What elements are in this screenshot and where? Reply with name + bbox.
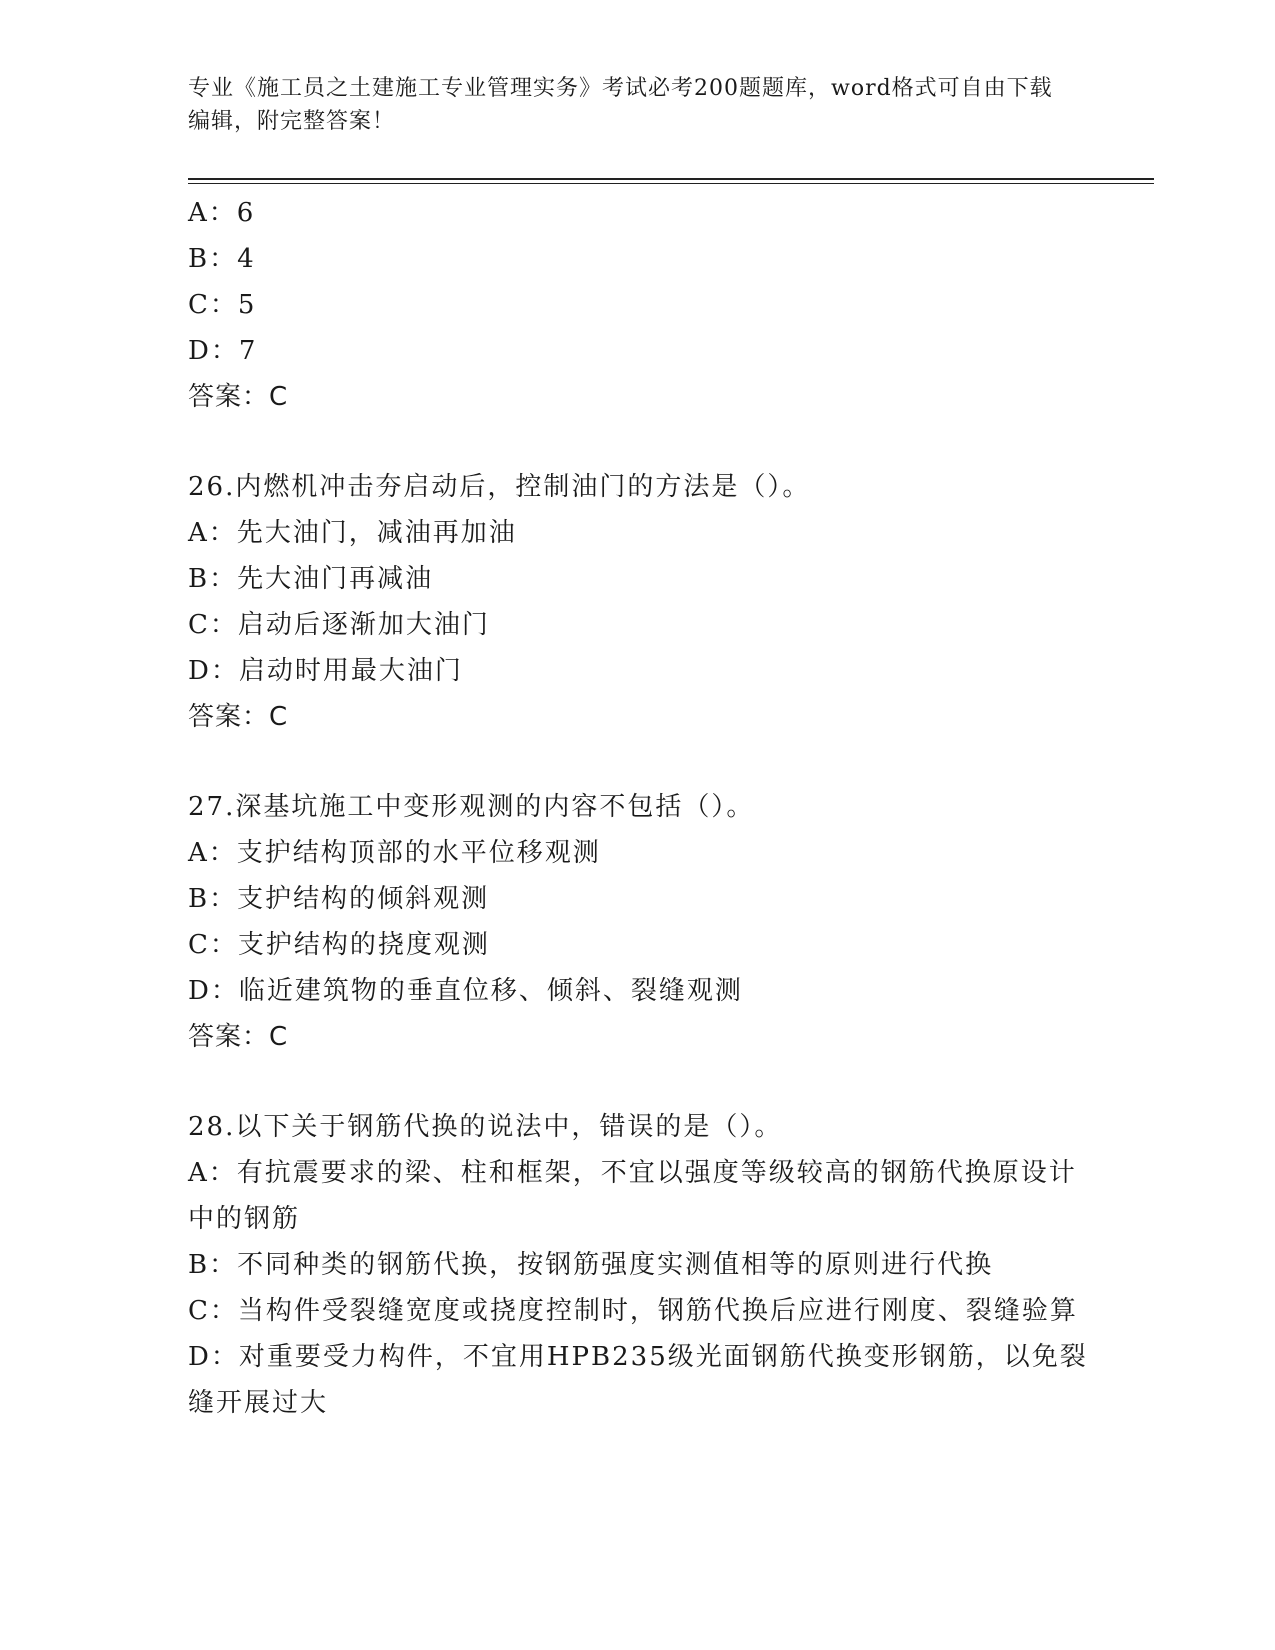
- option-b: B：4: [188, 244, 256, 274]
- question-block-26: [188, 464, 1088, 740]
- option-d: D：对重要受力构件，不宜用HPB235级光面钢筋代换变形钢筋，以免裂缝开展过大: [188, 1342, 1088, 1418]
- answer-line: 答案：C: [188, 702, 289, 732]
- option-a: A：有抗震要求的梁、柱和框架，不宜以强度等级较高的钢筋代换原设计中的钢筋: [188, 1158, 1077, 1234]
- option-a: A：支护结构顶部的水平位移观测: [188, 838, 601, 868]
- document-header: 专业《施工员之土建施工专业管理实务》考试必考200题题库，word格式可自由下载编辑，附完整答案！: [188, 76, 1053, 134]
- option-c: C：支护结构的挠度观测: [188, 930, 490, 960]
- question-block-28: [188, 1104, 1088, 1426]
- answer-line: 答案：C: [188, 382, 289, 412]
- question-list: [188, 190, 1088, 1426]
- option-b: B：不同种类的钢筋代换，按钢筋强度实测值相等的原则进行代换: [188, 1250, 994, 1280]
- option-a: A：先大油门，减油再加油: [188, 518, 517, 548]
- option-b: B：先大油门再减油: [188, 564, 434, 594]
- option-b: B：支护结构的倾斜观测: [188, 884, 490, 914]
- question-stem: 27.深基坑施工中变形观测的内容不包括（）。: [188, 792, 755, 822]
- spacer: [188, 1060, 1088, 1104]
- question-stem: 28.以下关于钢筋代换的说法中，错误的是（）。: [188, 1112, 783, 1142]
- option-c: C：启动后逐渐加大油门: [188, 610, 490, 640]
- answer-line: 答案：C: [188, 1022, 289, 1052]
- header-rule-thick: [188, 178, 1154, 180]
- question-stem: 26.内燃机冲击夯启动后，控制油门的方法是（）。: [188, 472, 811, 502]
- option-c: C：5: [188, 290, 257, 320]
- spacer: [188, 740, 1088, 784]
- question-block-prev: [188, 190, 1088, 420]
- option-c: C：当构件受裂缝宽度或挠度控制时，钢筋代换后应进行刚度、裂缝验算: [188, 1296, 1078, 1326]
- option-d: D：启动时用最大油门: [188, 656, 463, 686]
- option-d: D：7: [188, 336, 258, 366]
- header-rule-thin: [188, 183, 1154, 184]
- question-block-27: [188, 784, 1088, 1060]
- option-a: A：6: [188, 198, 256, 228]
- option-d: D：临近建筑物的垂直位移、倾斜、裂缝观测: [188, 976, 743, 1006]
- spacer: [188, 420, 1088, 464]
